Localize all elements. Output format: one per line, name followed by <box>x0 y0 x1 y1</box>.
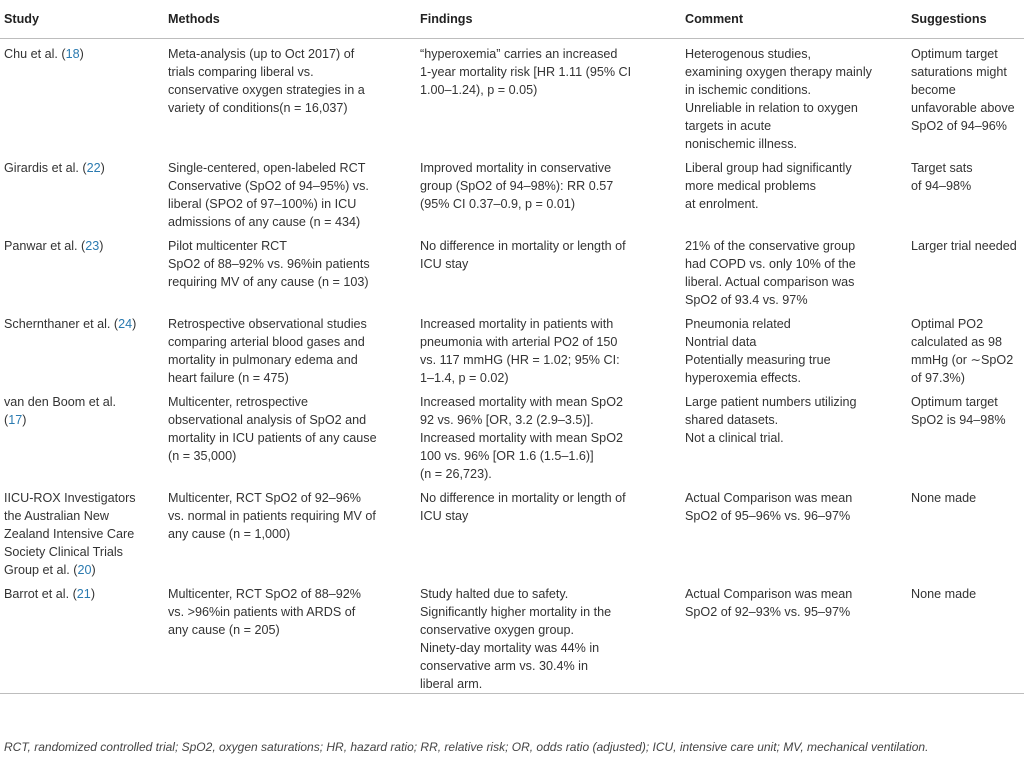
study-line <box>4 393 160 411</box>
comment-line: hyperoxemia effects. <box>685 371 801 385</box>
methods-line: vs. normal in patients requiring MV of <box>168 509 376 523</box>
header-findings: Findings <box>420 0 685 39</box>
comment-line: more medical problems <box>685 179 816 193</box>
study-line <box>4 585 160 603</box>
findings-line: 1.00–1.24), p = 0.05) <box>420 83 538 97</box>
findings-line: (n = 26,723). <box>420 467 492 481</box>
comment-line: Not a clinical trial. <box>685 431 784 445</box>
comment-line: had COPD vs. only 10% of the <box>685 257 856 271</box>
reference-link[interactable]: 21 <box>76 587 91 601</box>
cell-comment <box>685 483 911 579</box>
findings-line: vs. 117 mmHG (HR = 1.02; 95% CI: <box>420 353 620 367</box>
findings-line: conservative oxygen group. <box>420 623 575 637</box>
suggestions-line: of 97.3%) <box>911 371 965 385</box>
methods-line: conservative oxygen strategies in a <box>168 83 365 97</box>
cell-methods <box>168 579 420 694</box>
comment-line: Actual Comparison was mean <box>685 587 853 601</box>
study-text: Barrot et al. ( <box>4 587 77 601</box>
comment-line: SpO2 of 95–96% vs. 96–97% <box>685 509 851 523</box>
findings-line: liberal arm. <box>420 677 483 691</box>
cell-findings <box>420 387 685 483</box>
study-line <box>4 411 160 429</box>
findings-line: 92 vs. 96% [OR, 3.2 (2.9–3.5)]. <box>420 413 594 427</box>
cell-comment <box>685 39 911 154</box>
methods-line: admissions of any cause (n = 434) <box>168 215 361 229</box>
study-text: ) <box>79 47 84 61</box>
suggestions-line: unfavorable above <box>911 101 1015 115</box>
cell-suggestions <box>911 483 1024 579</box>
header-comment: Comment <box>685 0 911 39</box>
table-row <box>0 579 1024 694</box>
cell-suggestions <box>911 309 1024 387</box>
methods-line: observational analysis of SpO2 and <box>168 413 367 427</box>
comment-line: in ischemic conditions. <box>685 83 811 97</box>
comment-line: Liberal group had significantly <box>685 161 852 175</box>
study-text: Girardis et al. ( <box>4 161 87 175</box>
methods-line: mortality in ICU patients of any cause <box>168 431 377 445</box>
cell-methods <box>168 39 420 154</box>
table-header-row <box>0 0 1024 39</box>
reference-link[interactable]: 20 <box>77 563 92 577</box>
reference-link[interactable]: 23 <box>85 239 100 253</box>
findings-line: 100 vs. 96% [OR 1.6 (1.5–1.6)] <box>420 449 594 463</box>
suggestions-line: Optimum target <box>911 47 998 61</box>
cell-suggestions <box>911 153 1024 231</box>
methods-line: Multicenter, retrospective <box>168 395 308 409</box>
comment-line: examining oxygen therapy mainly <box>685 65 872 79</box>
comment-line: targets in acute <box>685 119 772 133</box>
comment-line: Nontrial data <box>685 335 757 349</box>
cell-suggestions <box>911 387 1024 483</box>
findings-line: Significantly higher mortality in the <box>420 605 612 619</box>
methods-line: variety of conditions(n = 16,037) <box>168 101 348 115</box>
findings-line: Increased mortality with mean SpO2 <box>420 431 623 445</box>
table-row <box>0 483 1024 579</box>
table-row <box>0 387 1024 483</box>
suggestions-line: Target sats <box>911 161 973 175</box>
cell-comment <box>685 153 911 231</box>
study-line <box>4 543 160 561</box>
study-text: the Australian New <box>4 509 110 523</box>
cell-suggestions <box>911 231 1024 309</box>
cell-suggestions <box>911 579 1024 694</box>
comment-line: Large patient numbers utilizing <box>685 395 857 409</box>
reference-link[interactable]: 22 <box>86 161 101 175</box>
comment-line: 21% of the conservative group <box>685 239 856 253</box>
cell-methods <box>168 483 420 579</box>
cell-study <box>0 39 168 154</box>
cell-methods <box>168 153 420 231</box>
table-footnote: RCT, randomized controlled trial; SpO2, oxygen saturations; HR, hazard ratio; RR, relative risk; OR, odds ratio (adjusted); ICU, intensive care unit; MV, mechanical ventilation. <box>4 740 929 754</box>
comment-line: Actual Comparison was mean <box>685 491 853 505</box>
methods-line: heart failure (n = 475) <box>168 371 289 385</box>
methods-line: trials comparing liberal vs. <box>168 65 314 79</box>
table-row <box>0 309 1024 387</box>
methods-line: vs. >96%in patients with ARDS of <box>168 605 356 619</box>
cell-study <box>0 579 168 694</box>
table-row <box>0 39 1024 154</box>
comment-line: nonischemic illness. <box>685 137 797 151</box>
cell-study <box>0 309 168 387</box>
study-line <box>4 507 160 525</box>
findings-line: 1-year mortality risk [HR 1.11 (95% CI <box>420 65 632 79</box>
study-line <box>4 561 160 579</box>
findings-line: Improved mortality in conservative <box>420 161 612 175</box>
findings-line: pneumonia with arterial PO2 of 150 <box>420 335 618 349</box>
cell-methods <box>168 387 420 483</box>
suggestions-line: None made <box>911 491 977 505</box>
study-line <box>4 159 160 177</box>
study-text: ) <box>99 239 104 253</box>
study-text: ( <box>4 413 9 427</box>
methods-line: mortality in pulmonary edema and <box>168 353 358 367</box>
study-text: ) <box>132 317 137 331</box>
suggestions-line: of 94–98% <box>911 179 972 193</box>
methods-line: SpO2 of 88–92% vs. 96%in patients <box>168 257 370 271</box>
study-line <box>4 525 160 543</box>
methods-line: Meta-analysis (up to Oct 2017) of <box>168 47 355 61</box>
methods-line: Multicenter, RCT SpO2 of 88–92% <box>168 587 361 601</box>
study-text: Society Clinical Trials <box>4 545 123 559</box>
comment-line: Pneumonia related <box>685 317 791 331</box>
comment-line: SpO2 of 92–93% vs. 95–97% <box>685 605 851 619</box>
table-row <box>0 153 1024 231</box>
findings-line: Increased mortality with mean SpO2 <box>420 395 623 409</box>
cell-findings <box>420 309 685 387</box>
findings-line: 1–1.4, p = 0.02) <box>420 371 509 385</box>
methods-line: any cause (n = 1,000) <box>168 527 291 541</box>
comment-line: Heterogenous studies, <box>685 47 812 61</box>
suggestions-line: mmHg (or ∼SpO2 <box>911 353 1014 367</box>
header-suggestions: Suggestions <box>911 0 1024 39</box>
comment-line: liberal. Actual comparison was <box>685 275 855 289</box>
cell-findings <box>420 231 685 309</box>
methods-line: comparing arterial blood gases and <box>168 335 365 349</box>
methods-line: (n = 35,000) <box>168 449 237 463</box>
cell-study <box>0 153 168 231</box>
reference-link[interactable]: 17 <box>8 413 23 427</box>
methods-line: Single-centered, open-labeled RCT <box>168 161 366 175</box>
comment-line: Potentially measuring true <box>685 353 831 367</box>
study-text: Zealand Intensive Care <box>4 527 135 541</box>
findings-line: conservative arm vs. 30.4% in <box>420 659 588 673</box>
study-text: Schernthaner et al. ( <box>4 317 119 331</box>
header-methods: Methods <box>168 0 420 39</box>
study-text: ) <box>90 587 96 601</box>
table-body <box>0 39 1024 694</box>
cell-findings <box>420 153 685 231</box>
study-text: Group et al. ( <box>4 563 78 577</box>
cell-methods <box>168 309 420 387</box>
comment-line: shared datasets. <box>685 413 779 427</box>
study-text: ) <box>100 161 105 175</box>
suggestions-line: None made <box>911 587 977 601</box>
suggestions-line: Optimum target <box>911 395 998 409</box>
methods-line: any cause (n = 205) <box>168 623 280 637</box>
findings-line: “hyperoxemia” carries an increased <box>420 47 618 61</box>
cell-findings <box>420 579 685 694</box>
cell-comment <box>685 309 911 387</box>
findings-line: ICU stay <box>420 509 469 523</box>
methods-line: Conservative (SpO2 of 94–95%) vs. <box>168 179 369 193</box>
study-text: IICU-ROX Investigators <box>4 491 136 505</box>
cell-study <box>0 483 168 579</box>
methods-line: liberal (SPO2 of 97–100%) in ICU <box>168 197 357 211</box>
findings-line: Study halted due to safety. <box>420 587 569 601</box>
study-text: ) <box>91 563 96 577</box>
findings-line: No difference in mortality or length of <box>420 491 626 505</box>
study-text: Chu et al. ( <box>4 47 66 61</box>
methods-line: Retrospective observational studies <box>168 317 367 331</box>
methods-line: Pilot multicenter RCT <box>168 239 287 253</box>
suggestions-line: saturations might <box>911 65 1007 79</box>
study-text: Panwar et al. ( <box>4 239 86 253</box>
study-line <box>4 489 160 507</box>
study-line <box>4 237 160 255</box>
findings-line: ICU stay <box>420 257 469 271</box>
study-text: van den Boom et al. <box>4 395 117 409</box>
cell-findings <box>420 483 685 579</box>
cell-findings <box>420 39 685 154</box>
cell-comment <box>685 387 911 483</box>
suggestions-line: Optimal PO2 <box>911 317 984 331</box>
comment-line: SpO2 of 93.4 vs. 97% <box>685 293 808 307</box>
table-row <box>0 231 1024 309</box>
comment-line: Unreliable in relation to oxygen <box>685 101 858 115</box>
suggestions-line: calculated as 98 <box>911 335 1003 349</box>
findings-line: group (SpO2 of 94–98%): RR 0.57 <box>420 179 614 193</box>
methods-line: Multicenter, RCT SpO2 of 92–96% <box>168 491 361 505</box>
reference-link[interactable]: 18 <box>65 47 80 61</box>
suggestions-line: SpO2 is 94–98% <box>911 413 1006 427</box>
findings-line: No difference in mortality or length of <box>420 239 626 253</box>
study-text: ) <box>22 413 27 427</box>
comment-line: at enrolment. <box>685 197 759 211</box>
findings-line: Ninety-day mortality was 44% in <box>420 641 600 655</box>
cell-methods <box>168 231 420 309</box>
findings-line: Increased mortality in patients with <box>420 317 614 331</box>
methods-line: requiring MV of any cause (n = 103) <box>168 275 369 289</box>
cell-comment <box>685 231 911 309</box>
cell-study <box>0 387 168 483</box>
cell-study <box>0 231 168 309</box>
study-line <box>4 45 160 63</box>
reference-link[interactable]: 24 <box>118 317 133 331</box>
suggestions-line: Larger trial needed <box>911 239 1017 253</box>
suggestions-line: become <box>911 83 956 97</box>
header-study: Study <box>0 0 168 39</box>
findings-line: (95% CI 0.37–0.9, p = 0.01) <box>420 197 576 211</box>
cell-suggestions <box>911 39 1024 154</box>
suggestions-line: SpO2 of 94–96% <box>911 119 1007 133</box>
study-line <box>4 315 160 333</box>
cell-comment <box>685 579 911 694</box>
